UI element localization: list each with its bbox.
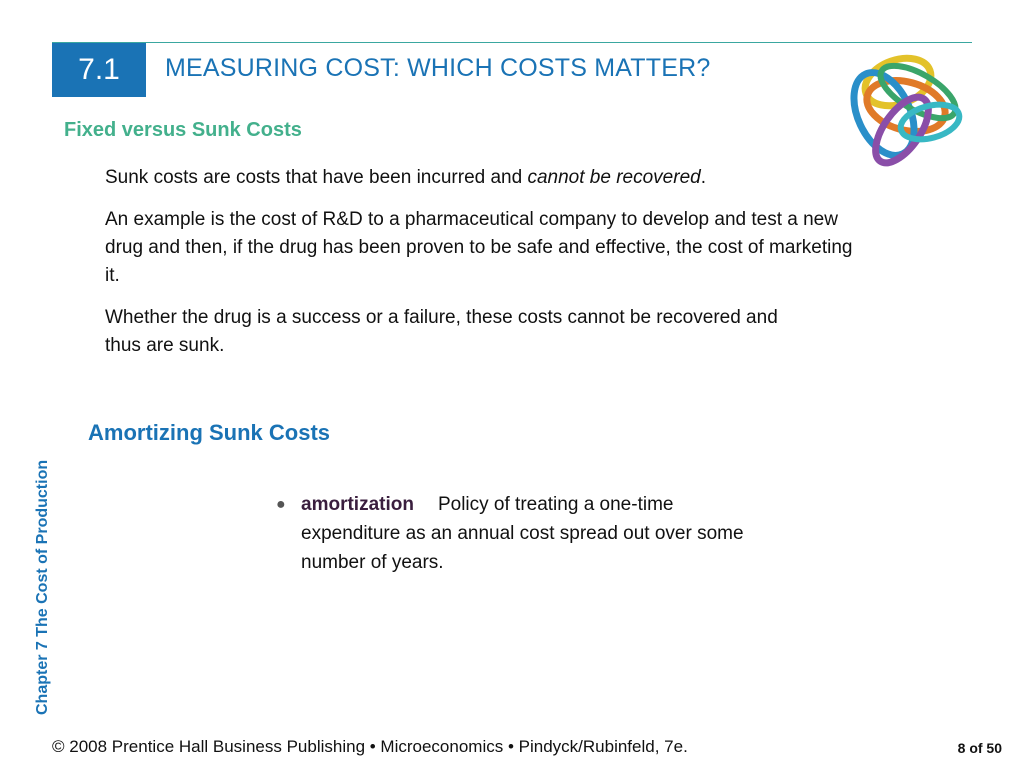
definition-body bbox=[301, 490, 746, 577]
definition-amortization bbox=[276, 490, 746, 577]
chapter-side-label: Chapter 7 The Cost of Production bbox=[34, 459, 51, 715]
paragraph-text: Sunk costs are costs that have been incurred and bbox=[105, 167, 528, 188]
section-number-badge: 7.1 bbox=[52, 43, 146, 97]
page-number: 8 of 50 bbox=[957, 740, 1002, 756]
interlocking-rings-graphic bbox=[826, 44, 976, 172]
bullet-icon: ● bbox=[276, 496, 286, 513]
emphasis-text: cannot be recovered bbox=[527, 167, 701, 188]
definition-text: Policy of treating a one-time expenditure as an annual cost spread out over some number of years. bbox=[301, 494, 744, 573]
paragraph-sunk-conclusion: Whether the drug is a success or a failure, these costs cannot be recovered and thus are sunk. bbox=[105, 307, 778, 356]
paragraph-sunk-definition bbox=[105, 164, 865, 192]
heading-fixed-vs-sunk: Fixed versus Sunk Costs bbox=[64, 119, 302, 141]
paragraph-end: . bbox=[700, 167, 706, 188]
paragraph-example: An example is the cost of R&D to a pharmaceutical company to develop and test a new drug and then, if the drug has been proven to be safe and effective, the cost of marketing it. bbox=[105, 209, 853, 286]
definition-term: amortization bbox=[301, 494, 414, 515]
top-divider bbox=[52, 42, 972, 43]
heading-amortizing: Amortizing Sunk Costs bbox=[88, 420, 331, 445]
slide-title: MEASURING COST: WHICH COSTS MATTER? bbox=[165, 54, 711, 82]
footer-copyright: © 2008 Prentice Hall Business Publishing • Microeconomics • Pindyck/Rubinfeld, 7e. bbox=[52, 737, 688, 756]
